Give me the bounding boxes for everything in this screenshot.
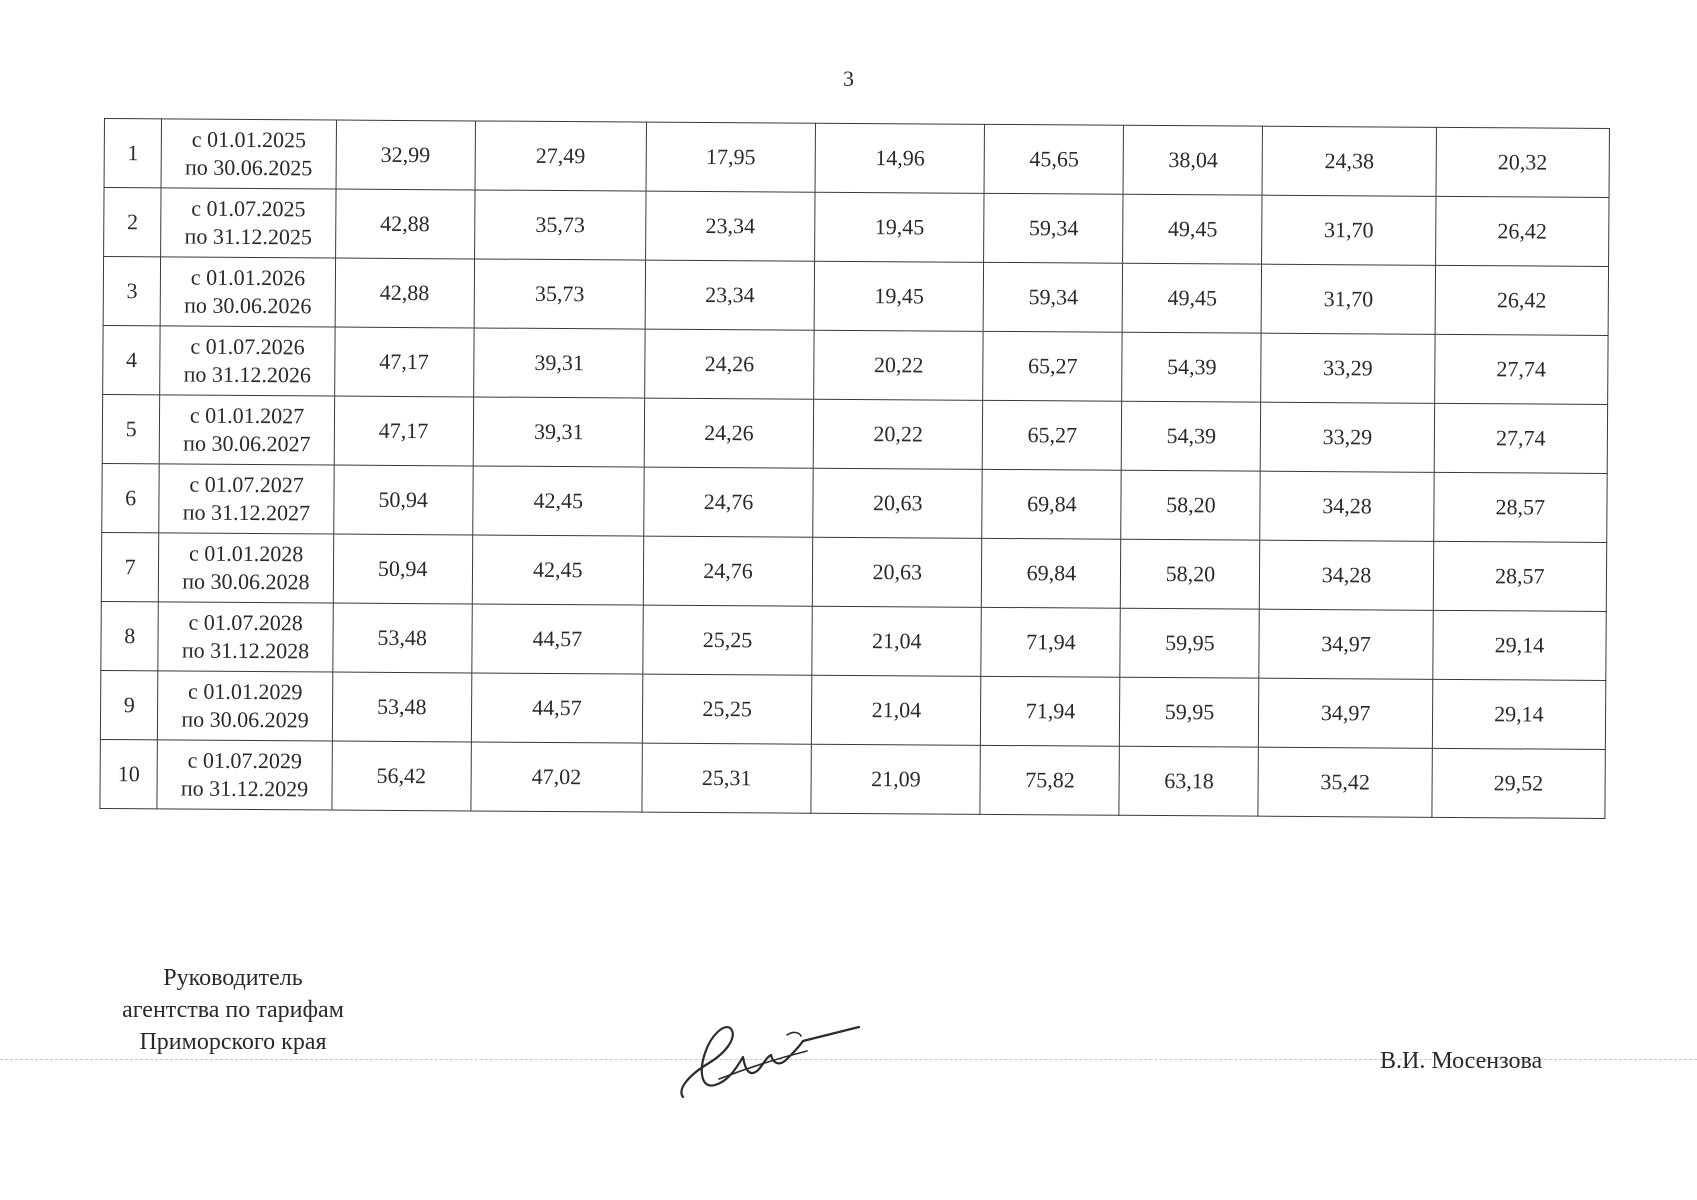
- period-cell: [157, 740, 332, 810]
- period-cell: [161, 257, 336, 327]
- value-cell: 23,34: [646, 191, 816, 261]
- value-cell: 58,20: [1121, 470, 1260, 540]
- value-cell: 21,04: [812, 606, 982, 676]
- row-number-cell: 8: [101, 601, 159, 670]
- table-row: [104, 188, 1609, 267]
- table-row: [101, 532, 1606, 611]
- value-cell: 24,26: [644, 398, 814, 468]
- value-cell: 29,14: [1432, 679, 1606, 749]
- period-from: с 01.07.2028: [188, 609, 303, 636]
- value-cell: 50,94: [333, 465, 472, 535]
- row-number-cell: 9: [100, 670, 158, 739]
- value-cell: 39,31: [473, 328, 645, 398]
- value-cell: 47,17: [334, 327, 473, 397]
- value-cell: 50,94: [333, 534, 472, 604]
- period-to: по 31.12.2025: [184, 223, 312, 250]
- value-cell: 35,73: [474, 190, 646, 260]
- value-cell: 63,18: [1119, 746, 1258, 816]
- value-cell: 32,99: [336, 120, 475, 190]
- value-cell: 71,94: [981, 676, 1120, 746]
- value-cell: 58,20: [1121, 539, 1260, 609]
- value-cell: 47,17: [334, 396, 473, 466]
- value-cell: 20,22: [813, 399, 983, 469]
- period-to: по 30.06.2027: [183, 430, 311, 457]
- period-to: по 31.12.2026: [183, 361, 312, 388]
- value-cell: 29,14: [1433, 610, 1607, 680]
- signer-position-line: Руководитель: [163, 965, 303, 991]
- period-cell: [158, 602, 333, 672]
- value-cell: 26,42: [1435, 265, 1609, 335]
- period-from: с 01.07.2027: [189, 471, 304, 498]
- value-cell: 28,57: [1433, 472, 1607, 542]
- value-cell: 34,28: [1260, 540, 1434, 610]
- table-row: [100, 739, 1605, 818]
- value-cell: 24,26: [645, 329, 815, 399]
- row-number-cell: 3: [103, 257, 161, 326]
- value-cell: 19,45: [814, 261, 984, 331]
- period-to: по 30.06.2025: [184, 154, 313, 181]
- signer-position-line: агентства по тарифам: [122, 997, 344, 1023]
- value-cell: 27,49: [475, 121, 647, 191]
- row-number-cell: 6: [102, 463, 160, 532]
- value-cell: 24,76: [643, 536, 813, 606]
- row-number-cell: 4: [103, 325, 161, 394]
- row-number-cell: 2: [104, 188, 162, 257]
- value-cell: 71,94: [981, 607, 1120, 677]
- period-to: по 31.12.2028: [181, 637, 310, 664]
- row-number-cell: 10: [100, 739, 158, 808]
- value-cell: 20,22: [814, 330, 984, 400]
- period-cell: [161, 119, 336, 189]
- value-cell: 39,31: [473, 397, 645, 467]
- value-cell: 56,42: [332, 741, 471, 811]
- period-from: с 01.07.2029: [187, 747, 302, 774]
- value-cell: 65,27: [983, 400, 1122, 470]
- period-from: с 01.01.2025: [191, 126, 307, 153]
- tariff-table: [99, 118, 1610, 819]
- period-from: с 01.07.2025: [191, 195, 306, 222]
- value-cell: 25,31: [642, 743, 812, 813]
- table-row: [103, 325, 1608, 404]
- period-from: с 01.01.2027: [189, 402, 305, 429]
- value-cell: 34,97: [1259, 609, 1433, 679]
- value-cell: 33,29: [1261, 402, 1435, 472]
- value-cell: 33,29: [1261, 333, 1435, 403]
- value-cell: 25,25: [643, 605, 813, 675]
- value-cell: 27,74: [1434, 334, 1608, 404]
- period-to: по 31.12.2027: [182, 499, 311, 526]
- value-cell: 53,48: [333, 603, 472, 673]
- value-cell: 49,45: [1123, 263, 1262, 333]
- signer-position-line: Приморского края: [139, 1029, 327, 1055]
- value-cell: 54,39: [1122, 401, 1261, 471]
- value-cell: 53,48: [332, 672, 471, 742]
- period-cell: [159, 464, 334, 534]
- value-cell: 24,38: [1262, 126, 1436, 196]
- period-cell: [160, 326, 335, 396]
- signer-position: [88, 962, 378, 1058]
- period-to: по 30.06.2029: [181, 706, 309, 733]
- value-cell: 20,32: [1436, 127, 1610, 197]
- value-cell: 42,88: [335, 258, 474, 328]
- table-row: [102, 463, 1607, 542]
- value-cell: 24,76: [644, 467, 814, 537]
- value-cell: 17,95: [646, 122, 816, 192]
- value-cell: 59,34: [984, 193, 1123, 263]
- table-row: [102, 394, 1607, 473]
- value-cell: 59,95: [1120, 677, 1259, 747]
- table-row: [101, 601, 1606, 680]
- signer-name: В.И. Мосензова: [1380, 1048, 1543, 1074]
- value-cell: 75,82: [980, 745, 1119, 815]
- value-cell: 47,02: [471, 742, 643, 812]
- value-cell: 28,57: [1433, 541, 1607, 611]
- period-cell: [158, 671, 333, 741]
- value-cell: 65,27: [983, 331, 1122, 401]
- period-cell: [160, 395, 335, 465]
- value-cell: 23,34: [645, 260, 815, 330]
- tariff-table-container: [99, 118, 1610, 819]
- value-cell: 29,52: [1432, 748, 1606, 818]
- value-cell: 42,45: [472, 466, 644, 536]
- value-cell: 27,74: [1434, 403, 1608, 473]
- value-cell: 14,96: [815, 123, 985, 193]
- handwritten-signature: [675, 1005, 865, 1105]
- page-number: 3: [843, 66, 854, 91]
- value-cell: 49,45: [1123, 194, 1262, 264]
- value-cell: 35,42: [1258, 747, 1432, 817]
- period-to: по 31.12.2029: [180, 775, 309, 802]
- value-cell: 45,65: [984, 124, 1123, 194]
- value-cell: 35,73: [474, 259, 646, 329]
- value-cell: 26,42: [1435, 196, 1609, 266]
- value-cell: 44,57: [471, 673, 643, 743]
- value-cell: 34,97: [1259, 678, 1433, 748]
- period-cell: [161, 188, 336, 258]
- period-from: с 01.07.2026: [190, 333, 305, 360]
- value-cell: 19,45: [815, 192, 985, 262]
- row-number-cell: 1: [104, 119, 162, 188]
- period-to: по 30.06.2028: [182, 568, 310, 595]
- value-cell: 44,57: [472, 604, 644, 674]
- value-cell: 69,84: [982, 538, 1121, 608]
- value-cell: 21,09: [811, 744, 981, 814]
- value-cell: 31,70: [1262, 195, 1436, 265]
- row-number-cell: 7: [101, 532, 159, 601]
- table-row: [103, 257, 1608, 336]
- value-cell: 69,84: [982, 469, 1121, 539]
- value-cell: 38,04: [1123, 125, 1262, 195]
- value-cell: 25,25: [642, 674, 812, 744]
- row-number-cell: 5: [102, 394, 160, 463]
- value-cell: 59,34: [984, 262, 1123, 332]
- value-cell: 59,95: [1120, 608, 1259, 678]
- value-cell: 34,28: [1260, 471, 1434, 541]
- value-cell: 42,88: [335, 189, 474, 259]
- period-from: с 01.01.2026: [190, 264, 306, 291]
- value-cell: 42,45: [472, 535, 644, 605]
- period-from: с 01.01.2028: [188, 540, 304, 567]
- value-cell: 54,39: [1122, 332, 1261, 402]
- period-from: с 01.01.2029: [188, 678, 303, 705]
- period-cell: [159, 533, 334, 603]
- value-cell: 20,63: [813, 468, 983, 538]
- value-cell: 31,70: [1262, 264, 1436, 334]
- period-to: по 30.06.2026: [184, 292, 312, 319]
- value-cell: 21,04: [812, 675, 982, 745]
- table-row: [104, 119, 1609, 198]
- table-row: [100, 670, 1605, 749]
- value-cell: 20,63: [812, 537, 982, 607]
